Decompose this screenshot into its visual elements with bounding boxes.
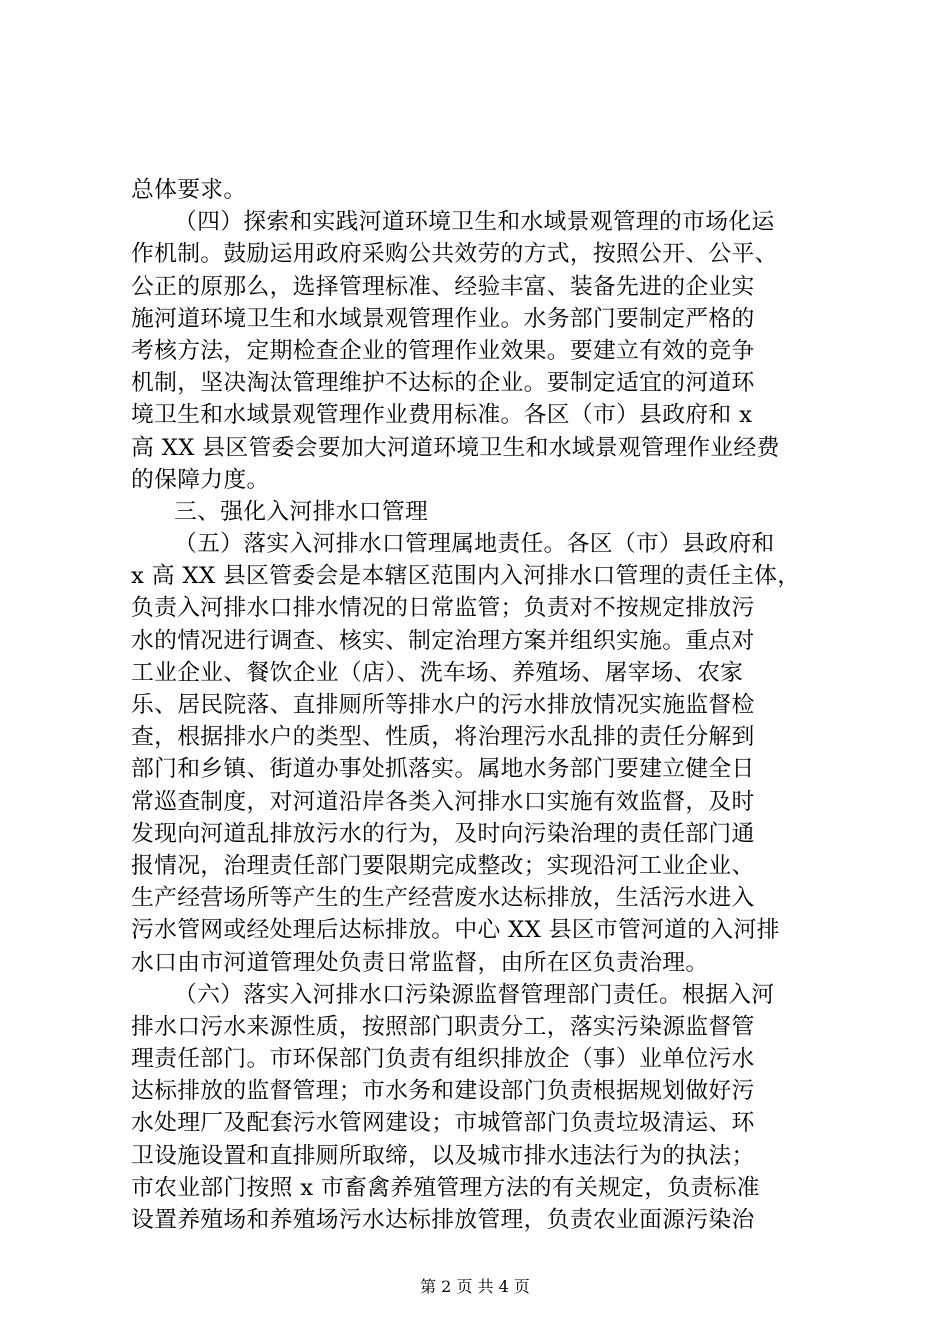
text-line: 排水口污水来源性质，按照部门职责分工，落实污染源监督管 (131, 1013, 755, 1040)
text-line: 公正的原那么，选择管理标准、经验丰富、装备先进的企业实 (131, 273, 755, 300)
text-line: 乐、居民院落、直排厕所等排水户的污水排放情况实施监督检 (131, 692, 755, 718)
section-heading: 三、强化入河排水口管理 (174, 498, 429, 525)
text-line: 达标排放的监督管理；市水务和建设部门负责根据规划做好污 (131, 1078, 755, 1105)
text-line: 理责任部门。市环保部门负责有组织排放企（事）业单位污水 (131, 1046, 755, 1073)
text-line: 报情况，治理责任部门要限期完成整改；实现沿河工业企业、 (131, 852, 755, 879)
text-line: x 高 XX 县区管委会是本辖区范围内入河排水口管理的责任主体， (131, 563, 801, 590)
text-line: 水处理厂及配套污水管网建设；市城管部门负责垃圾清运、环 (131, 1110, 755, 1137)
text-line: 境卫生和水域景观管理作业费用标准。各区（市）县政府和 x (131, 402, 753, 429)
text-line: 发现向河道乱排放污水的行为，及时向污染治理的责任部门通 (131, 820, 755, 847)
text-line: 总体要求。 (131, 177, 247, 203)
text-line: 市农业部门按照 x 市畜禽养殖管理方法的有关规定，负责标准 (131, 1174, 760, 1201)
text-line: 负责入河排水口排水情况的日常监管；负责对不按规定排放污 (131, 595, 755, 622)
text-line: 卫设施设置和直排厕所取缔，以及城市排水违法行为的执法； (131, 1142, 755, 1169)
text-line: 工业企业、餐饮企业（店）、洗车场、养殖场、屠宰场、农家 (131, 659, 744, 686)
text-line: 机制，坚决淘汰管理维护不达标的企业。要制定适宜的河道环 (131, 370, 755, 397)
text-line: 污水管网或经处理后达标排放。中心 XX 县区市管河道的入河排 (131, 917, 780, 944)
text-line: 的保障力度。 (131, 466, 270, 493)
paragraph-heading-5: （五）落实入河排水口管理属地责任。各区（市）县政府和 (174, 531, 775, 558)
text-line: 施河道环境卫生和水域景观管理作业。水务部门要制定严格的 (131, 305, 755, 332)
document-body (131, 174, 831, 1236)
text-line: 部门和乡镇、街道办事处抓落实。属地水务部门要建立健全日 (131, 756, 755, 783)
text-line: 水的情况进行调查、核实、制定治理方案并组织实施。重点对 (131, 627, 755, 654)
text-line: 设置养殖场和养殖场污水达标排放管理，负责农业面源污染治 (131, 1207, 755, 1233)
text-line: 生产经营场所等产生的生产经营废水达标排放，生活污水进入 (131, 885, 755, 912)
paragraph-heading-6: （六）落实入河排水口污染源监督管理部门责任。根据入河 (174, 981, 775, 1008)
text-line: 作机制。鼓励运用政府采购公共效劳的方式，按照公开、公平、 (131, 241, 778, 268)
text-line: 考核方法，定期检查企业的管理作业效果。要建立有效的竞争 (131, 337, 755, 364)
page-number-footer: 第 2 页 共 4 页 (420, 1277, 530, 1296)
text-line: 常巡查制度，对河道沿岸各类入河排水口实施有效监督，及时 (131, 788, 755, 815)
text-line: 高 XX 县区管委会要加大河道环境卫生和水域景观管理作业经费 (131, 434, 780, 461)
text-line: 水口由市河道管理处负责日常监督，由所在区负责治理。 (131, 949, 709, 976)
text-line: 查，根据排水户的类型、性质，将治理污水乱排的责任分解到 (131, 724, 755, 751)
paragraph-heading-4: （四）探索和实践河道环境卫生和水域景观管理的市场化运 (174, 209, 775, 236)
